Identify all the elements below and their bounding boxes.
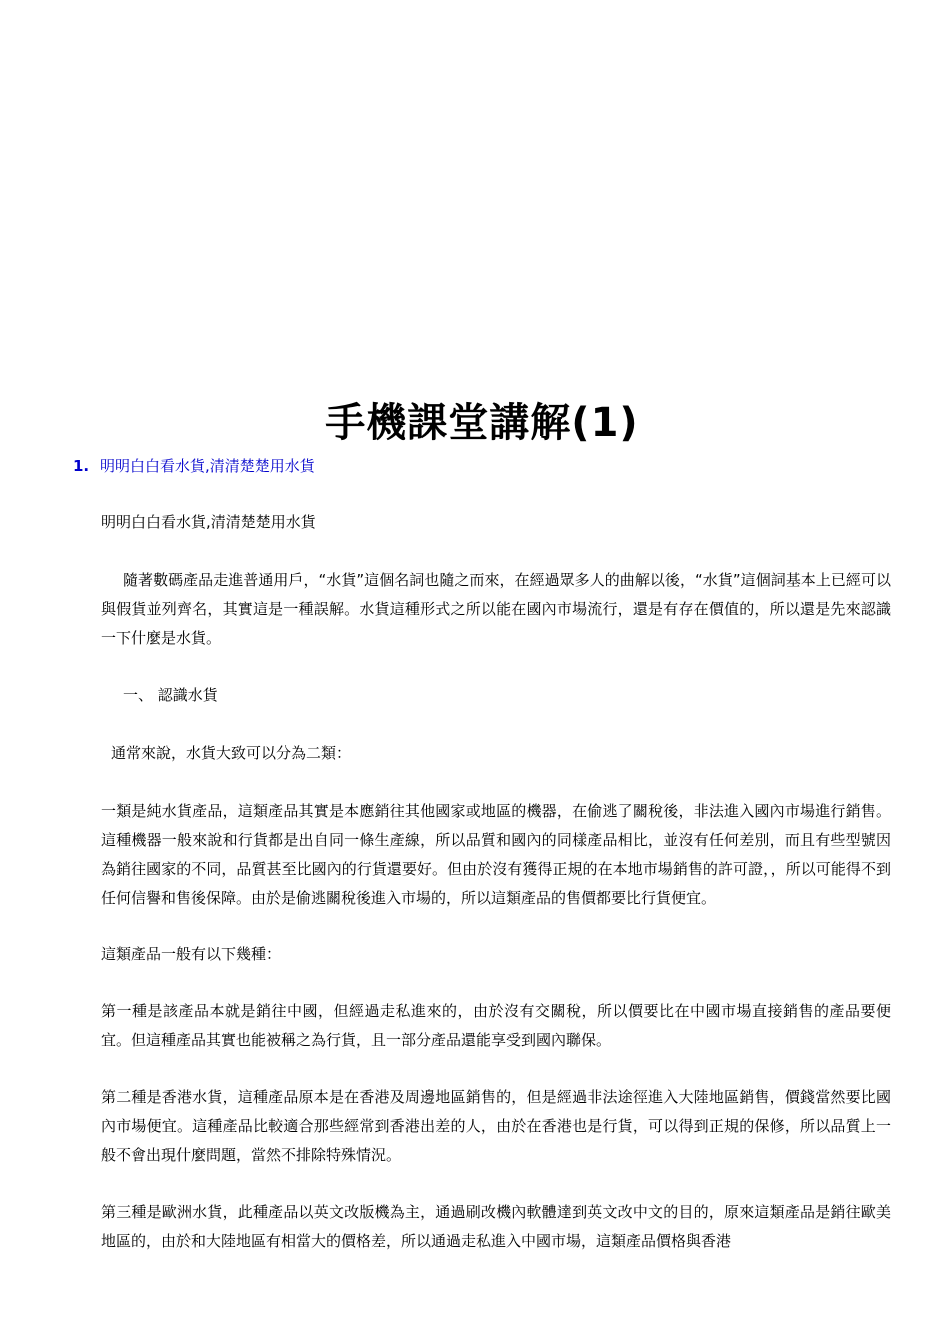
- kinds-intro-paragraph: 這類產品一般有以下幾種：: [101, 945, 282, 963]
- heading-link[interactable]: 明明白白看水貨,清清楚楚用水貨: [100, 457, 315, 475]
- kind-three-paragraph: 第三種是歐洲水貨，此種產品以英文改版機為主，通過刷改機內軟體達到英文改中文的目的，原來這類產品是銷往歐美地區的，由於和大陸地區有相當大的價格差，所以通過走私進入中國市場，這類產品價格與香港: [101, 1203, 891, 1250]
- kind-one-paragraph: 第一種是該產品本就是銷往中國，但經過走私進來的，由於沒有交關稅，所以價要比在中國市場直接銷售的產品要便宜。但這種產品其實也能被稱之為行貨，且一部分產品還能享受到國內聯保。: [101, 1002, 891, 1049]
- subtitle-paragraph: 明明白白看水貨,清清楚楚用水貨: [101, 513, 316, 531]
- classification-paragraph: 通常來說，水貨大致可以分為二類：: [111, 744, 352, 762]
- section-heading: 一、 認識水貨: [123, 686, 218, 704]
- type-one-paragraph: 一類是純水貨產品，這類產品其實是本應銷往其他國家或地區的機器，在偷逃了關稅後，非法進入國內市場進行銷售。 這種機器一般來說和行貨都是出自同一條生產線，所以品質和國內的同樣產品相比，並沒有任何差別，而且有些型號因為銷往國家的不同，品質甚至比國內的行貨還要好。但由於沒有獲得正規的在本地市場銷售的許可證，，所以可能得不到任何信譽和售後保障。由於是偷逃關稅後進入市場的，所以這類產品的售價都要比行貨便宜。: [101, 802, 891, 907]
- kind-two-paragraph: 第二種是香港水貨，這種產品原本是在香港及周邊地區銷售的，但是經過非法途徑進入大陸地區銷售，價錢當然要比國內市場便宜。這種產品比較適合那些經常到香港出差的人，由於在香港也是行貨，可以得到正規的保修，所以品質上一般不會出現什麼問題，當然不排除特殊情況。: [101, 1088, 891, 1164]
- list-item-heading: [73, 454, 315, 478]
- intro-paragraph: 隨著數碼產品走進普通用戶，“水貨”這個名詞也隨之而來，在經過眾多人的曲解以後，“水貨”這個詞基本上已經可以與假貨並列齊名，其實這是一種誤解。水貨這種形式之所以能在國內市場流行，還是有存在價值的，所以還是先來認識一下什麼是水貨。: [101, 571, 891, 647]
- page-title: 手機課堂講解(1): [325, 400, 639, 446]
- list-number: 1.: [73, 457, 90, 475]
